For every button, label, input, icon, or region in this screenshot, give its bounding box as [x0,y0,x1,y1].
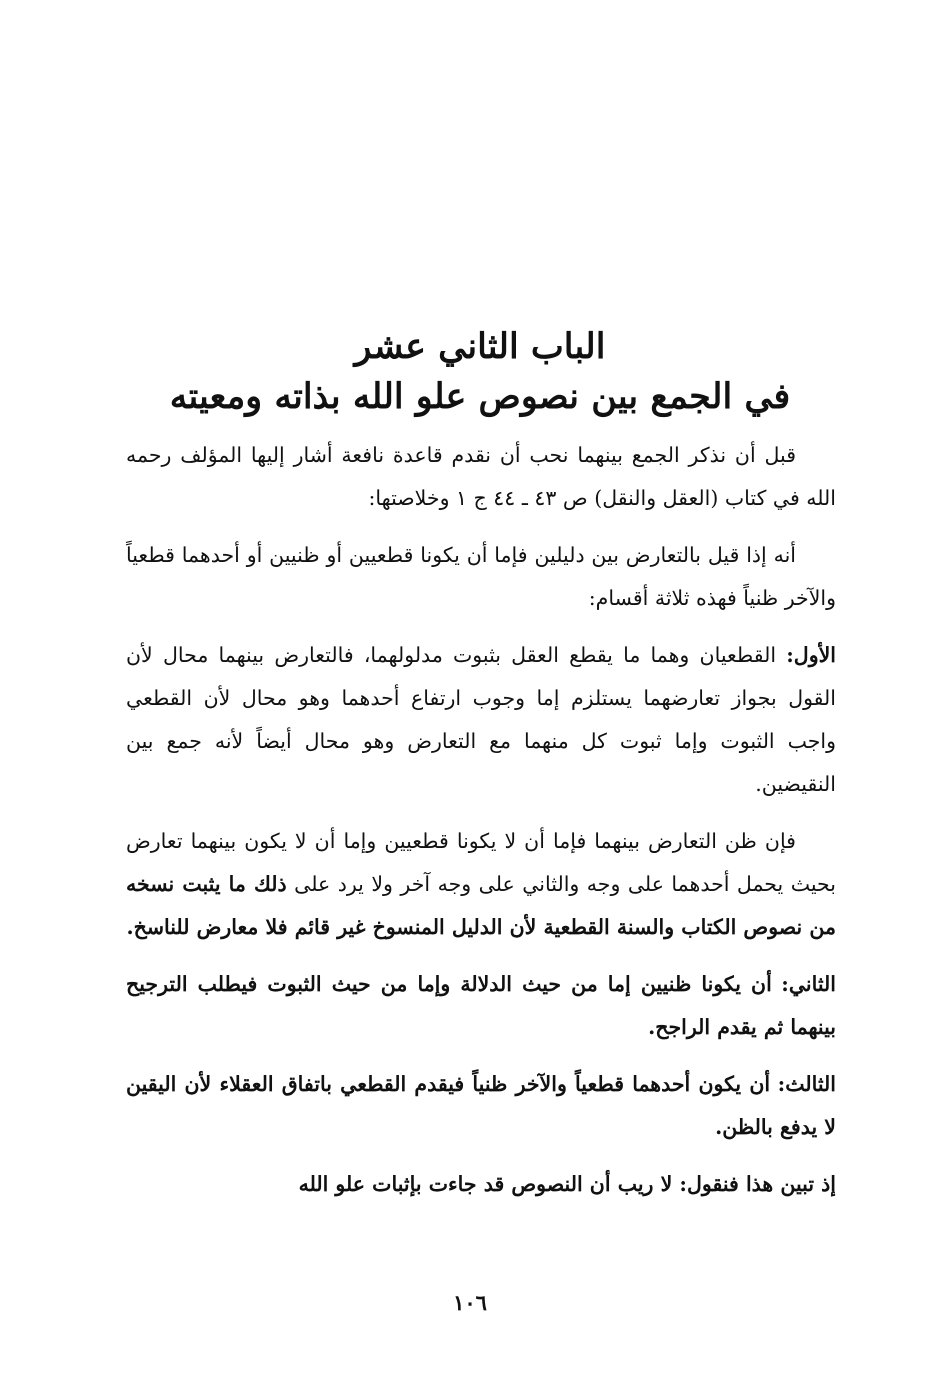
third-label: الثالث: [777,1072,836,1096]
paragraph-closing: إذ تبين هذا فنقول: لا ريب أن النصوص قد جاءت بإثبات علو الله [298,1172,836,1196]
paragraph-third [126,1063,836,1149]
second-label: الثاني: [781,972,836,996]
paragraph-intro: قبل أن نذكر الجمع بينهما نحب أن نقدم قاعدة نافعة أشار إليها المؤلف رحمه الله في كتاب (العقل والنقل) ص ٤٣ ـ ٤٤ ج ١ وخلاصتها: [126,443,836,510]
paragraph-second [126,963,836,1049]
first-label: الأول: [786,643,836,667]
paragraph-rule: أنه إذا قيل بالتعارض بين دليلين فإما أن يكونا قطعيين أو ظنيين أو أحدهما قطعياً والآخر ظنياً فهذه ثلاثة أقسام: [126,543,836,610]
chapter-heading [120,322,840,422]
second-text: أن يكونا ظنيين إما من حيث الدلالة وإما من حيث الثبوت فيطلب الترجيح بينهما ثم يقدم الراجح. [126,972,836,1039]
paragraph-suppose [126,820,836,949]
third-text: أن يكون أحدهما قطعياً والآخر ظنياً فيقدم القطعي باتفاق العقلاء لأن اليقين لا يدفع بالظن. [126,1072,836,1139]
suppose-bold-text: ذلك ما يثبت نسخه من نصوص الكتاب والسنة القطعية لأن الدليل المنسوخ غير قائم فلا معارض للناسخ. [126,872,836,939]
chapter-title-line1: الباب الثاني عشر [354,326,606,367]
paragraph-first [126,634,836,806]
page-number: ١٠٦ [453,1290,487,1315]
suppose-text: فإن ظن التعارض بينهما فإما أن لا يكونا قطعيين وإما أن لا يكون بينهما تعارض بحيث يحمل أحدهما على وجه والثاني على وجه آخر ولا يرد على [126,829,836,896]
first-text: القطعيان وهما ما يقطع العقل بثبوت مدلولهما، فالتعارض بينهما محال لأن القول بجواز تعارضهما يستلزم إما وجوب ارتفاع أحدهما وهو محال لأن القطعي واجب الثبوت وإما ثبوت كل منهما مع التعارض وهو محال أيضاً لأنه جمع بين النقيضين. [126,643,836,796]
chapter-title-line2: في الجمع بين نصوص علو الله بذاته ومعيته [169,376,791,417]
body-text [126,434,836,1220]
